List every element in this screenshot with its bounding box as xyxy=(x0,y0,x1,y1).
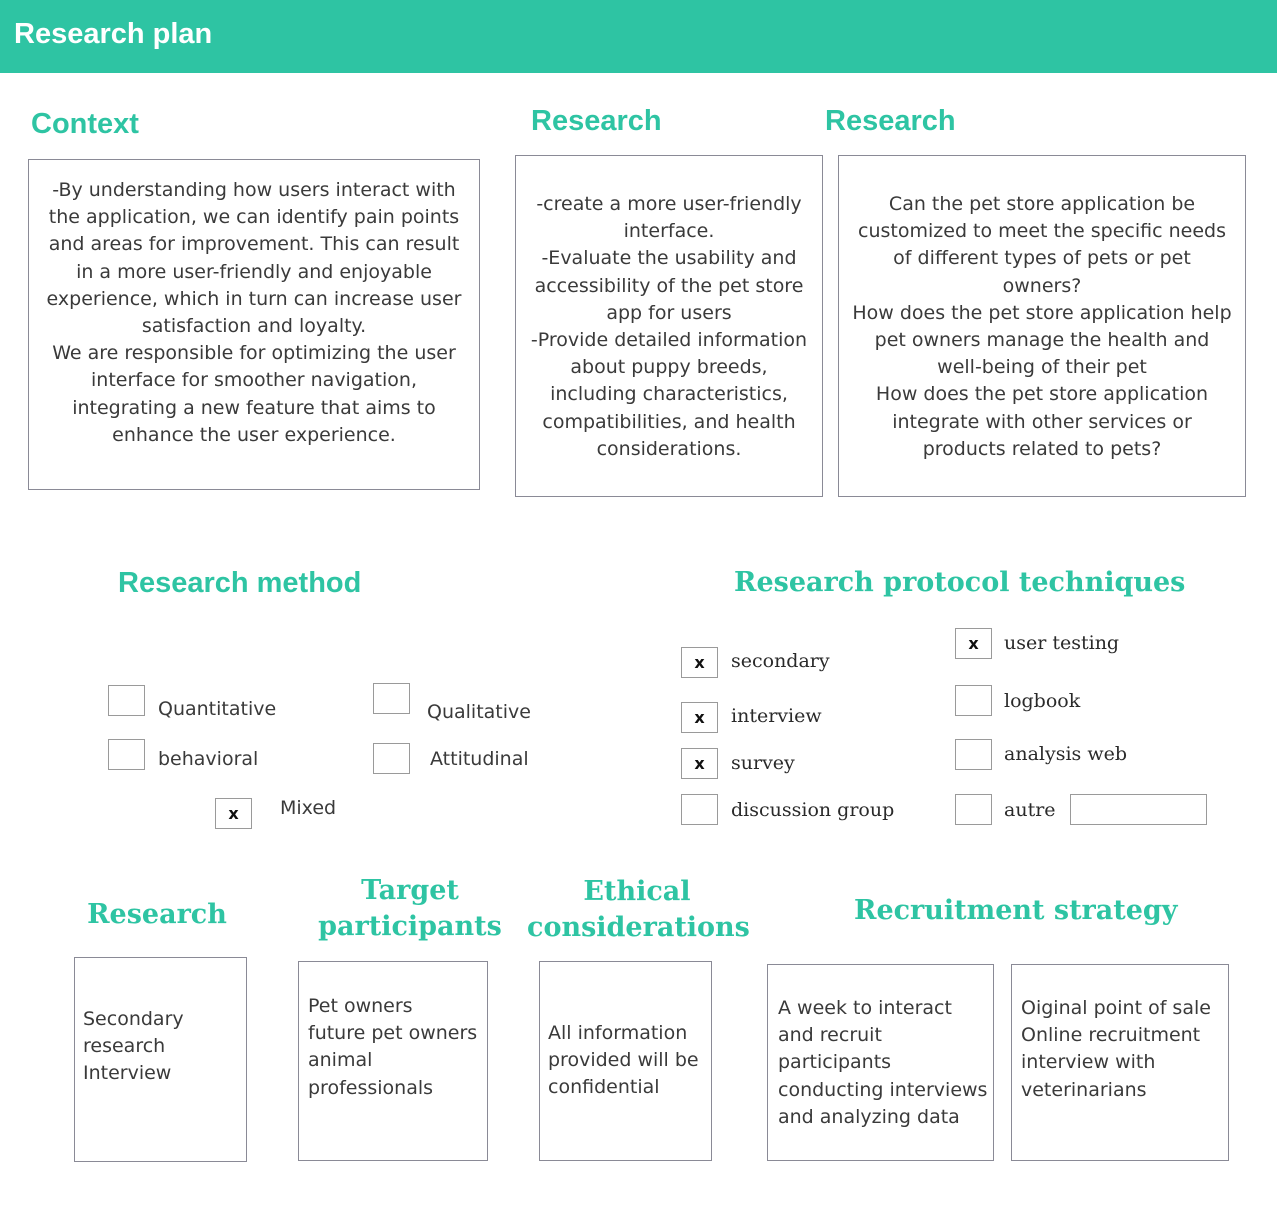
research-questions-box xyxy=(838,155,1246,497)
user-testing-label: user testing xyxy=(1004,632,1120,654)
ethical-considerations-box xyxy=(539,961,712,1161)
logbook-checkbox[interactable] xyxy=(955,685,992,716)
research-questions-text: Can the pet store application be customized to meet the specific needs of different types of pets or pet owners? How does the pet store application help pet owners manage the health and well-being of their pet How does the pet store application integrate with other services or products related to pets? xyxy=(852,193,1232,460)
recruitment-box-1 xyxy=(767,964,994,1161)
attitudinal-label: Attitudinal xyxy=(430,748,529,770)
research-method-heading: Research method xyxy=(118,567,362,599)
target-participants-box xyxy=(298,961,488,1161)
survey-label: survey xyxy=(731,752,795,774)
autre-input[interactable] xyxy=(1070,794,1207,825)
discussion-group-label: discussion group xyxy=(731,799,895,821)
mixed-checkbox[interactable]: x xyxy=(215,798,252,829)
user-testing-checkbox[interactable]: x xyxy=(955,628,992,659)
protocol-heading: Research protocol techniques xyxy=(734,567,1186,598)
analysis-web-checkbox[interactable] xyxy=(955,739,992,770)
recruitment-strategy-heading: Recruitment strategy xyxy=(854,895,1178,926)
context-text: -By understanding how users interact with the application, we can identify pain points and areas for improvement. This can result in a more user-friendly and enjoyable experience, which in turn can increase user satisfaction and loyalty. We are responsible for optimizing the user interface for smoother navigation, integrating a new feature that aims to enhance the user experience. xyxy=(46,179,462,446)
quantitative-checkbox[interactable] xyxy=(108,685,145,716)
qualitative-checkbox[interactable] xyxy=(373,683,410,714)
research-goals-text: -create a more user-friendly interface. -Evaluate the usability and accessibility of the pet store app for users -Provide detailed information about puppy breeds, including characteristics, compatibilities, and health considerations. xyxy=(530,193,808,460)
behavioral-label: behavioral xyxy=(158,748,259,770)
secondary-label: secondary xyxy=(731,650,830,672)
autre-label: autre xyxy=(1004,799,1056,821)
context-heading: Context xyxy=(31,108,139,140)
interview-checkbox[interactable]: x xyxy=(681,702,718,733)
bottom-research-text: Secondary research Interview xyxy=(83,1008,184,1085)
discussion-group-checkbox[interactable] xyxy=(681,794,718,825)
quantitative-label: Quantitative xyxy=(158,698,277,720)
ethical-considerations-text: All information provided will be confidential xyxy=(548,1022,699,1099)
analysis-web-label: analysis web xyxy=(1004,743,1127,765)
secondary-checkbox[interactable]: x xyxy=(681,647,718,678)
logbook-label: logbook xyxy=(1004,690,1081,712)
research-questions-heading: Research xyxy=(825,105,956,137)
mixed-label: Mixed xyxy=(280,797,337,819)
autre-checkbox[interactable] xyxy=(955,794,992,825)
attitudinal-checkbox[interactable] xyxy=(373,743,410,774)
bottom-research-heading: Research xyxy=(87,899,227,930)
interview-label: interview xyxy=(731,705,822,727)
recruitment-box-1-text: A week to interact and recruit participants conducting interviews and analyzing data xyxy=(778,997,988,1128)
research-goals-heading: Research xyxy=(531,105,662,137)
behavioral-checkbox[interactable] xyxy=(108,739,145,770)
target-participants-text: Pet owners future pet owners animal professionals xyxy=(308,995,478,1099)
qualitative-label: Qualitative xyxy=(427,701,531,723)
ethical-considerations-heading: Ethical considerations xyxy=(527,876,750,943)
context-box xyxy=(28,159,480,490)
recruitment-box-2 xyxy=(1011,964,1229,1161)
target-participants-heading: Target participants xyxy=(318,875,502,942)
page-title: Research plan xyxy=(14,18,213,50)
research-goals-box xyxy=(515,155,823,497)
survey-checkbox[interactable]: x xyxy=(681,748,718,779)
recruitment-box-2-text: Oiginal point of sale Online recruitment interview with veterinarians xyxy=(1021,997,1211,1101)
bottom-research-box xyxy=(74,957,247,1162)
